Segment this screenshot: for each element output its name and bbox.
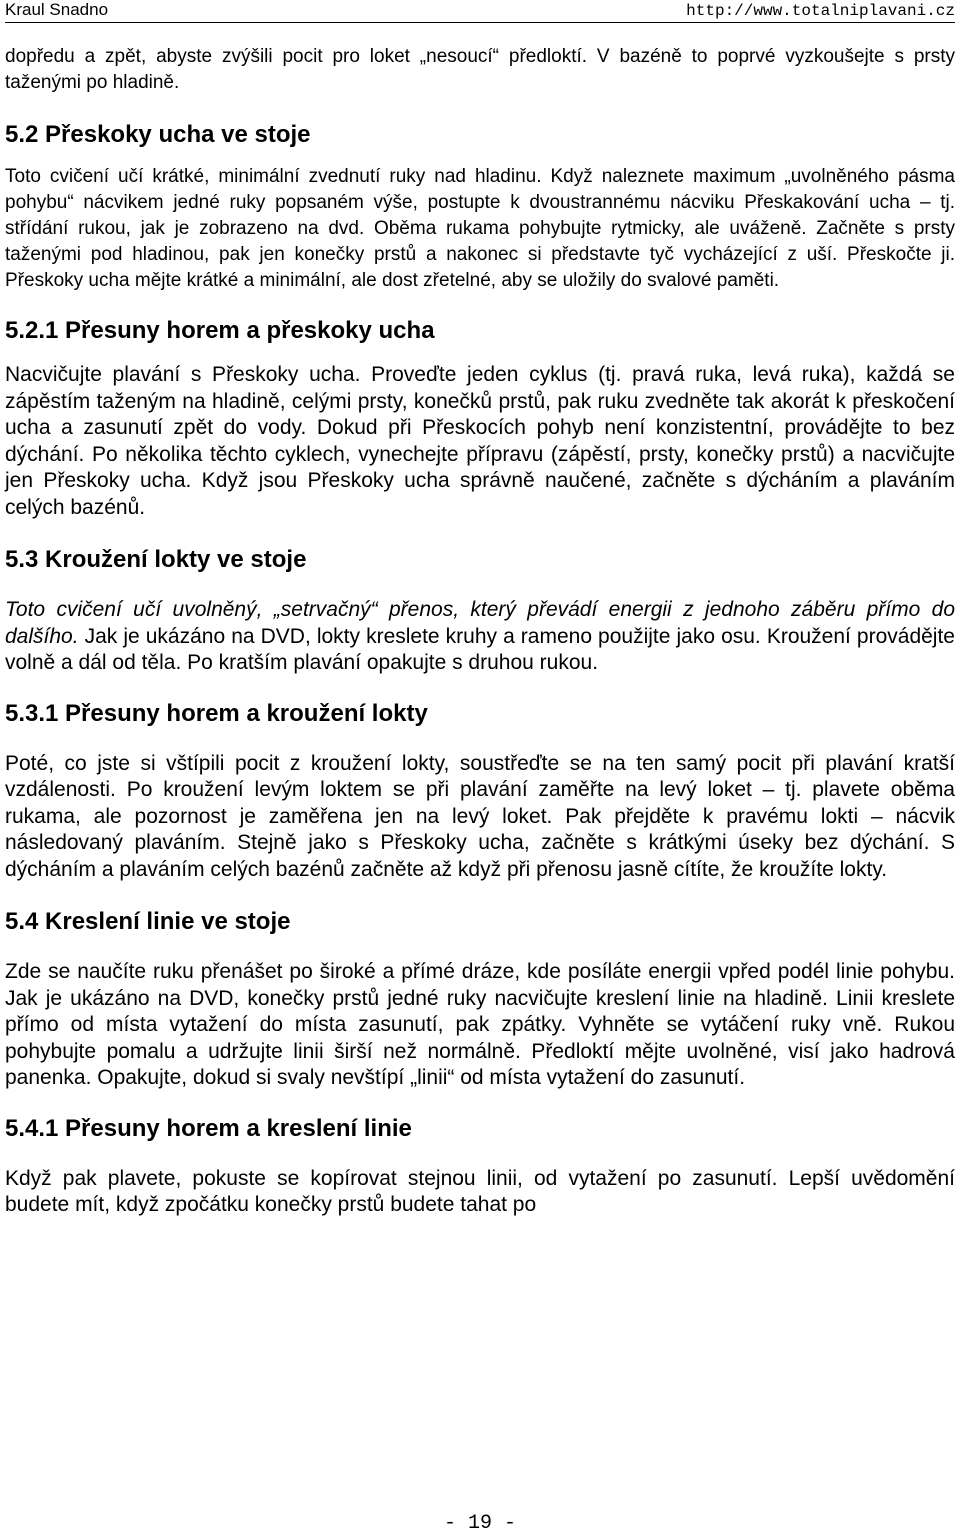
section-text-5-2-1: Nacvičujte plavání s Přeskoky ucha. Proveďte jeden cyklus (tj. pravá ruka, levá ruka), každá se zápěstím taženým na hladině, celými prsty, konečků prstů, pak ruku zvedněte tak akorát k přeskočení ucha a zasunutí zpět do vody. Dokud při Přeskocích pohyb není konzistentní, provádějte to bez dýchání. Po několika těchto cyklech, vynechejte přípravu (zápěstí, prsty, konečky prstů) a nacvičujte jen Přeskoky ucha. Když jsou Přeskoky ucha správně naučené, začněte s dýcháním a plaváním celých bazénů.: [5, 363, 955, 519]
section-text-5-4: Zde se naučíte ruku přenášet po široké a přímé dráze, kde posíláte energii vpřed podél linie pohybu. Jak je ukázáno na DVD, konečky prstů jedné ruky nacvičujte kreslení linie na hladině. Linii kreslete přímo od místa vytažení do místa zasunutí, pak zpátky. Vyhněte se vytáčení ruky vně. Rukou pohybujte pomalu a udržujte linii širší než normálně. Předloktí mějte uvolněné, visí jako hadrová panenka. Opakujte, dokud si svaly nevštípí „linii“ od místa vytažení do zasunutí.: [5, 960, 955, 1089]
section-text-5-3-rest: Jak je ukázáno na DVD, lokty kreslete kruhy a rameno použijte jako osu. Kroužení provádějte volně a dál od těla. Po kratším plavání opakujte s druhou rukou.: [5, 624, 955, 674]
intro-paragraph: dopředu a zpět, abyste zvýšili pocit pro loket „nesoucí“ předloktí. V bazéně to poprvé vyzkoušejte s prsty taženými po hladině.: [5, 46, 955, 93]
section-text-5-2: Toto cvičení učí krátké, minimální zvednutí ruky nad hladinu. Když naleznete maximum „uvolněného pásma pohybu“ nácvikem jedné ruky popsaném výše, postupte k dvoustrannému nácviku Přeskakování ucha – tj. střídání rukou, jak je zobrazeno na dvd. Oběma rukama pohybujte rytmicky, ale uváženě. Začněte s prsty taženými pod hladinou, pak jen konečky prstů a nakonec si představte tyč vycházející z uší. Přeskočte ji. Přeskoky ucha mějte krátké a minimální, ale dost zřetelné, aby se uložily do svalové paměti.: [5, 166, 955, 291]
page-header: [5, 0, 955, 23]
section-heading-5-3-1: 5.3.1 Přesuny horem a kroužení lokty: [5, 699, 428, 727]
section-heading-5-3: 5.3 Kroužení lokty ve stoje: [5, 546, 307, 573]
header-url[interactable]: http://www.totalniplavani.cz: [686, 2, 955, 20]
section-text-5-4-1: Když pak plavete, pokuste se kopírovat stejnou linii, od vytažení po zasunutí. Lepší uvědomění budete mít, když zpočátku konečky prstů budete tahat po: [5, 1166, 955, 1216]
section-heading-5-4-1: 5.4.1 Přesuny horem a kreslení linie: [5, 1114, 412, 1142]
section-text-5-3: [5, 597, 955, 677]
section-text-5-3-italic: Toto cvičení učí uvolněný, „setrvačný“ přenos, který převádí energii z jednoho záběru přímo do dalšího.: [5, 598, 955, 648]
section-heading-5-4: 5.4 Kreslení linie ve stoje: [5, 908, 291, 935]
section-heading-5-2: 5.2 Přeskoky ucha ve stoje: [5, 121, 311, 148]
document-body: [5, 44, 955, 1219]
header-author: Kraul Snadno: [5, 0, 109, 19]
page-number: - 19 -: [443, 1512, 516, 1535]
section-heading-5-2-1: 5.2.1 Přesuny horem a přeskoky ucha: [5, 317, 435, 344]
section-text-5-3-1: Poté, co jste si vštípili pocit z kroužení lokty, soustřeďte se na ten samý pocit při plavání kratší vzdálenosti. Po kroužení levým loktem se při plavání zaměřte na levý loket – tj. plavete oběma rukama, ale pozornost je zaměřena jen na levý loket. Pak přejděte k pravému lokti – nácvik následovaný plaváním. Stejně jako s Přeskoky ucha, začněte s krátkými úseky bez dýchání. S dýcháním a plaváním celých bazénů začněte až když při přenosu jasně cítíte, že kroužíte lokty.: [5, 751, 955, 881]
